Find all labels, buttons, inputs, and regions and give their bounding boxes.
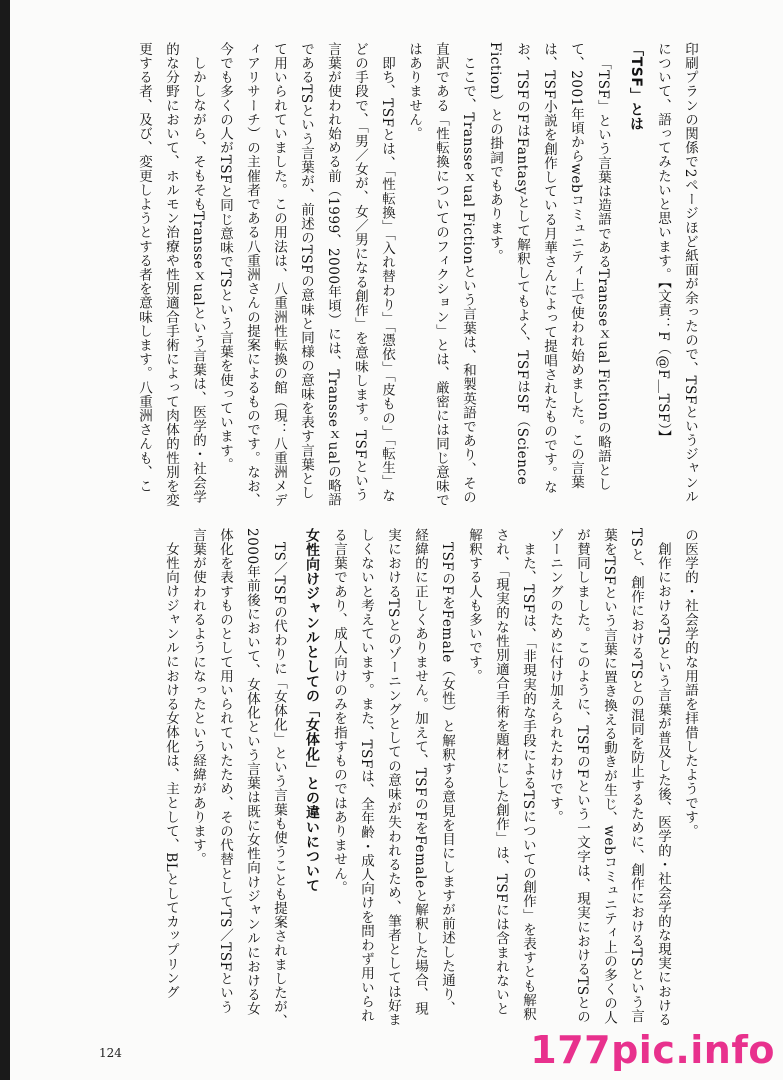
section-heading-nyotaika: 女性向けジャンルとしての「女体化」との違いについて	[304, 528, 320, 893]
page-spine-edge	[0, 0, 10, 1080]
paragraph: 即ち、TSFとは、「性転換」「入れ替わり」「憑依」「皮もの」「転生」などの手段で、「男／女が、女／男になる創作」を意味します。TSFという言葉が使われ始める前（1999、2000年頃）には、Transseｘualの略語であるTSという言葉が、前述のTSFの意味と同様の意味を表す言葉として用いられていました。この用法は、八重洲性転換の館（現：八重洲メディアリサーチ）の主催者である八重洲さんの提案によるものです。なお、今でも多くの人がTSFと同じ意味でTSという言葉を使っています。	[217, 42, 395, 508]
paragraph: ここで、Transseｘual Fictionという言葉は、和製英語であり、その直訳である「性転換についてのフィクション」とは、厳密には同じ意味ではありません。	[406, 42, 476, 508]
paragraph: TSFのFをFemale（女性）と解釈する意見を目にしますが前述した通り、経緯的に正しくありません。加えて、TSFのFをFemaleと解釈した場合、現実におけるTSとのゾーニングとしての意味が失われるため、筆者としては好ましくないと考えています。また、TSFは、全年齢・成人向けを問わず用いられる言葉であり、成人向けのみを指すものではありません。	[331, 528, 455, 1027]
paragraph-continued: の医学的・社会学的な用語を拝借したようです。	[682, 528, 698, 839]
page-number: 124	[99, 1046, 122, 1060]
section-heading-tsf: 「TSF」とは	[628, 42, 644, 132]
paragraph: 「TSF」という言葉は造語であるTransseｘual Fictionの略語として、2001年頃からwebコミュニティ上で使われ始めました。この言葉は、TSF小説を創作している月華さんによって提唱されたものです。なお、TSFのFはFantasyとして解釈してもよく、TSFはSF（Science Fiction）との掛詞でもあります。	[487, 42, 611, 495]
paragraph: 女性向けジャンルにおける女体化は、主として、BLとしてカップリング	[163, 541, 179, 999]
lower-text-block	[118, 528, 703, 1028]
paragraph: TS／TSFの代わりに「女体化」という言葉も使うことも提案されましたが、2000年前後において、女体化という言葉は既に女性向けジャンルにおける女体化を表すものとして用いられていたため、その代替としてTS／TSFという言葉が使われるようになったという経緯があります。	[190, 528, 287, 1028]
upper-text-block	[118, 42, 703, 512]
watermark-text: 177pic.info	[530, 1028, 775, 1072]
paragraph: また、TSFは、「非現実的な手段によるTSについての創作」を表すとも解釈され、「現実的な性別適合手術を題材にした創作」は、TSFには含まれないと解釈する人も多いです。	[466, 528, 536, 1021]
paragraph: しかしながら、そもそもTransseｘualという言葉は、医学的・社会学的な分野において、ホルモン治療や性別適合手術によって肉体的性別を変更する者、及び、変更しようとする者を意味します。八重洲さんも、こ	[136, 42, 206, 508]
intro-paragraph: 印刷プランの関係で2ページほど紙面が余ったので、TSFというジャンルについて、語ってみたいと思います。【文責：F（@F＿TSF）】	[655, 42, 698, 504]
paragraph: 創作におけるTSという言葉が普及した後、医学的・社会学的な現実におけるTSと、創作におけるTSとの混同を防止するために、創作におけるTSという言葉をTSFという言葉に置き換える動きが生じ、webコミュニティ上の多くの人が賛同しました。このように、TSFのFという一文字は、現実におけるTSとのゾーニングのために付け加えられたわけです。	[547, 528, 671, 1027]
